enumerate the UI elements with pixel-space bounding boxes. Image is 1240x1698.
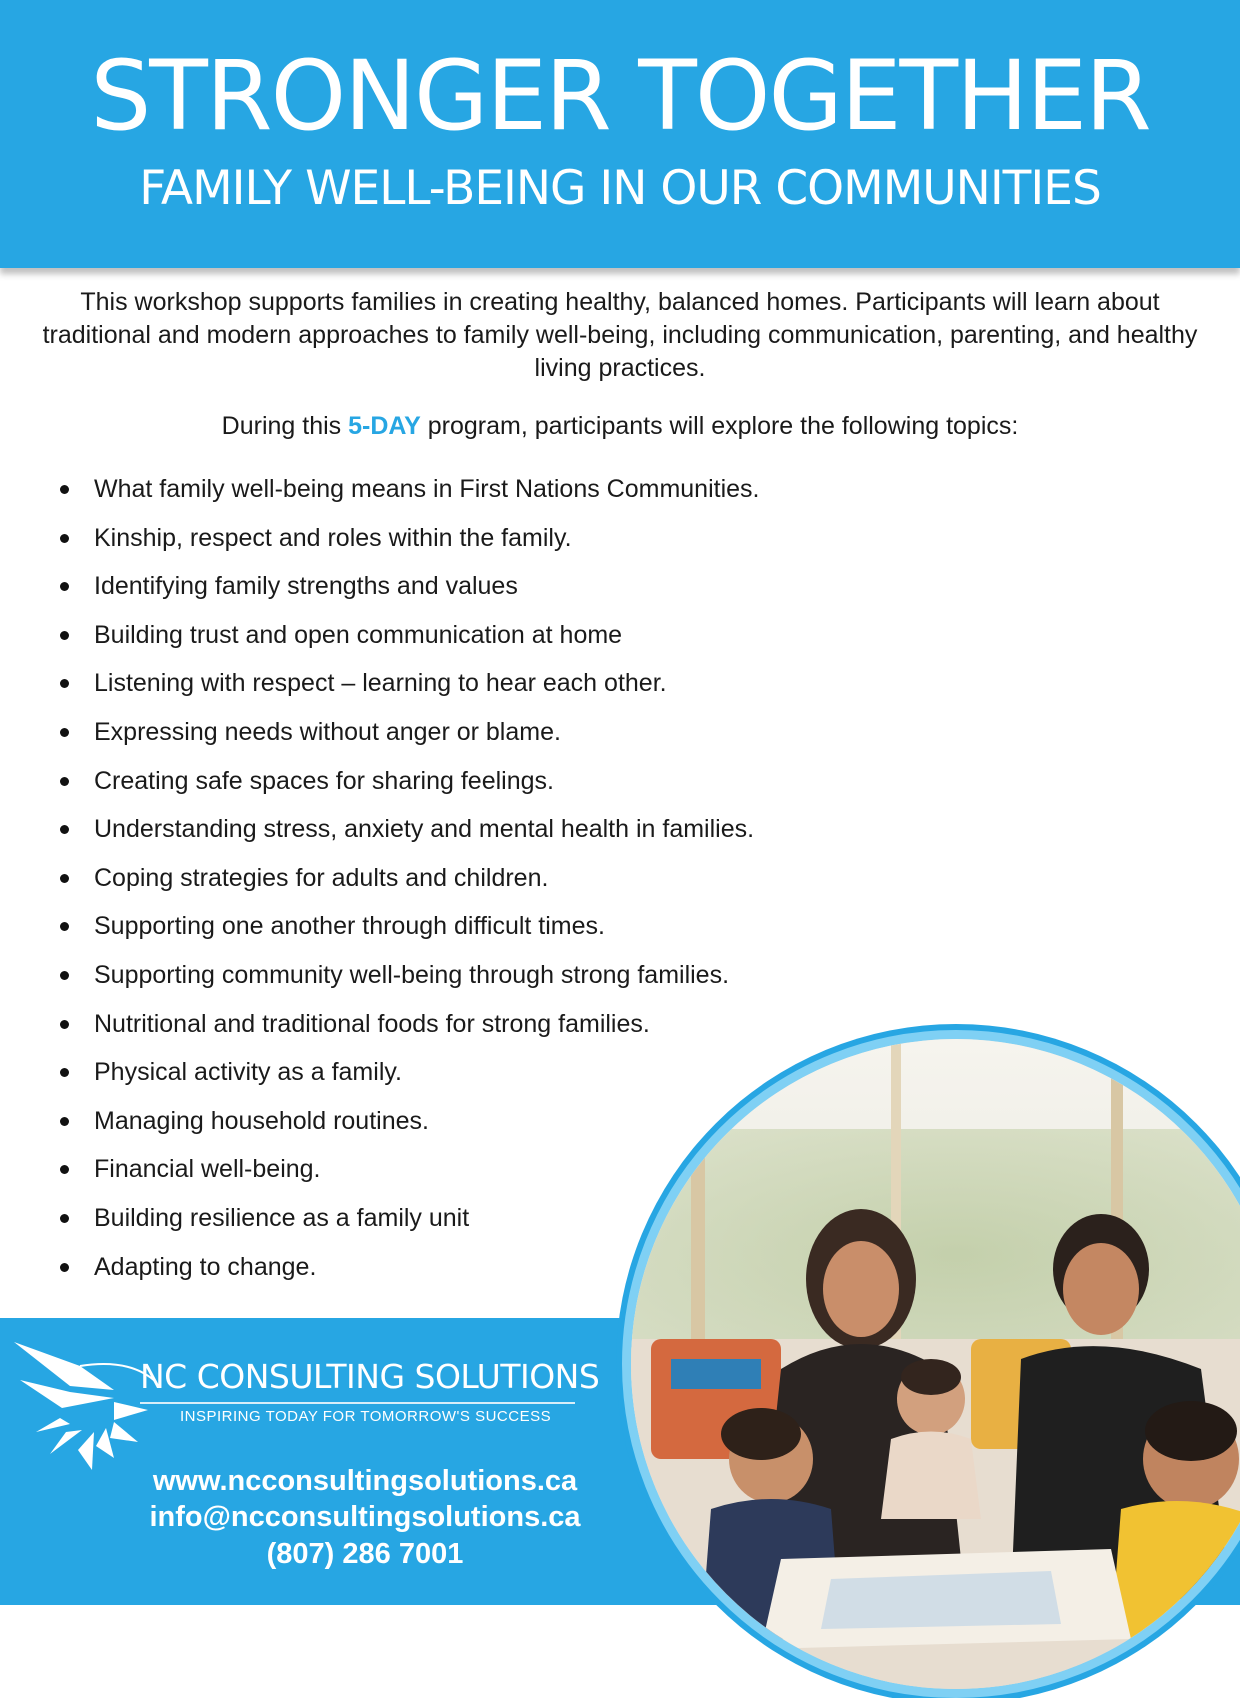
family-photo-illustration	[631, 1039, 1240, 1689]
bullet-icon	[60, 1214, 69, 1223]
topic-text: Managing household routines.	[94, 1106, 429, 1135]
bullet-icon	[60, 922, 69, 931]
intro-paragraph: This workshop supports families in creating healthy, balanced homes. Participants will learn about traditional and modern approaches to family well-being, including communication, parenting, and healthy living practices.	[42, 288, 1198, 382]
topic-text: Building trust and open communication at home	[94, 620, 623, 649]
topic-text: Kinship, respect and roles within the family.	[94, 523, 572, 552]
lead-after: program, participants will explore the following topics:	[420, 412, 1019, 440]
bullet-icon	[60, 1117, 69, 1126]
bullet-icon	[60, 582, 69, 591]
website-link[interactable]: www.ncconsultingsolutions.ca	[152, 1465, 578, 1497]
bullet-icon	[60, 874, 69, 883]
topic-text: Building resilience as a family unit	[94, 1203, 470, 1232]
topic-text: Coping strategies for adults and children.	[94, 863, 549, 892]
bullet-icon	[60, 1020, 69, 1029]
bullet-icon	[60, 679, 69, 688]
brand-divider	[140, 1402, 575, 1404]
bullet-icon	[60, 777, 69, 786]
topic-text: Adapting to change.	[94, 1252, 317, 1281]
lead-before: During this	[221, 412, 349, 440]
topic-text: Creating safe spaces for sharing feelings.	[94, 766, 554, 795]
topic-text: Identifying family strengths and values	[94, 572, 518, 601]
topic-text: Understanding stress, anxiety and mental health in families.	[94, 815, 755, 844]
phone-number: (807) 286 7001	[266, 1538, 464, 1570]
lead-sentence	[0, 412, 1240, 441]
list-item	[56, 903, 856, 952]
list-item	[56, 952, 856, 1001]
list-item	[56, 660, 856, 709]
bullet-icon	[60, 485, 69, 494]
topic-text: Supporting one another through difficult times.	[94, 912, 605, 941]
topic-text: Financial well-being.	[94, 1155, 321, 1184]
program-length-highlight: 5-DAY	[348, 412, 421, 440]
email-link[interactable]: info@ncconsultingsolutions.ca	[149, 1501, 581, 1533]
bullet-icon	[60, 1263, 69, 1272]
bullet-icon	[60, 971, 69, 980]
topic-text: Listening with respect – learning to hear each other.	[94, 669, 667, 698]
list-item	[56, 1049, 856, 1098]
bullet-icon	[60, 1165, 69, 1174]
topic-text: What family well-being means in First Nations Communities.	[94, 475, 760, 503]
bullet-icon	[60, 631, 69, 640]
bullet-icon	[60, 825, 69, 834]
page-title: STRONGER TOGETHER	[90, 40, 1150, 152]
list-item	[56, 1001, 856, 1050]
list-item	[56, 612, 856, 661]
list-item	[56, 758, 856, 807]
bullet-icon	[60, 728, 69, 737]
list-item	[56, 709, 856, 758]
bullet-icon	[60, 534, 69, 543]
brand-name: NC CONSULTING SOLUTIONS	[140, 1357, 600, 1396]
bullet-icon	[60, 1068, 69, 1077]
list-item	[56, 806, 856, 855]
topic-text: Physical activity as a family.	[94, 1058, 402, 1087]
list-item	[56, 466, 856, 515]
list-item	[56, 855, 856, 904]
topic-text: Supporting community well-being through strong families.	[94, 960, 730, 989]
star-logo-icon	[10, 1338, 160, 1488]
topic-text: Expressing needs without anger or blame.	[94, 717, 561, 746]
page-subtitle: FAMILY WELL-BEING IN OUR COMMUNITIES	[139, 161, 1101, 216]
list-item	[56, 515, 856, 564]
topic-text: Nutritional and traditional foods for strong families.	[94, 1009, 650, 1038]
list-item	[56, 563, 856, 612]
brand-tagline: INSPIRING TODAY FOR TOMORROW'S SUCCESS	[180, 1408, 552, 1425]
